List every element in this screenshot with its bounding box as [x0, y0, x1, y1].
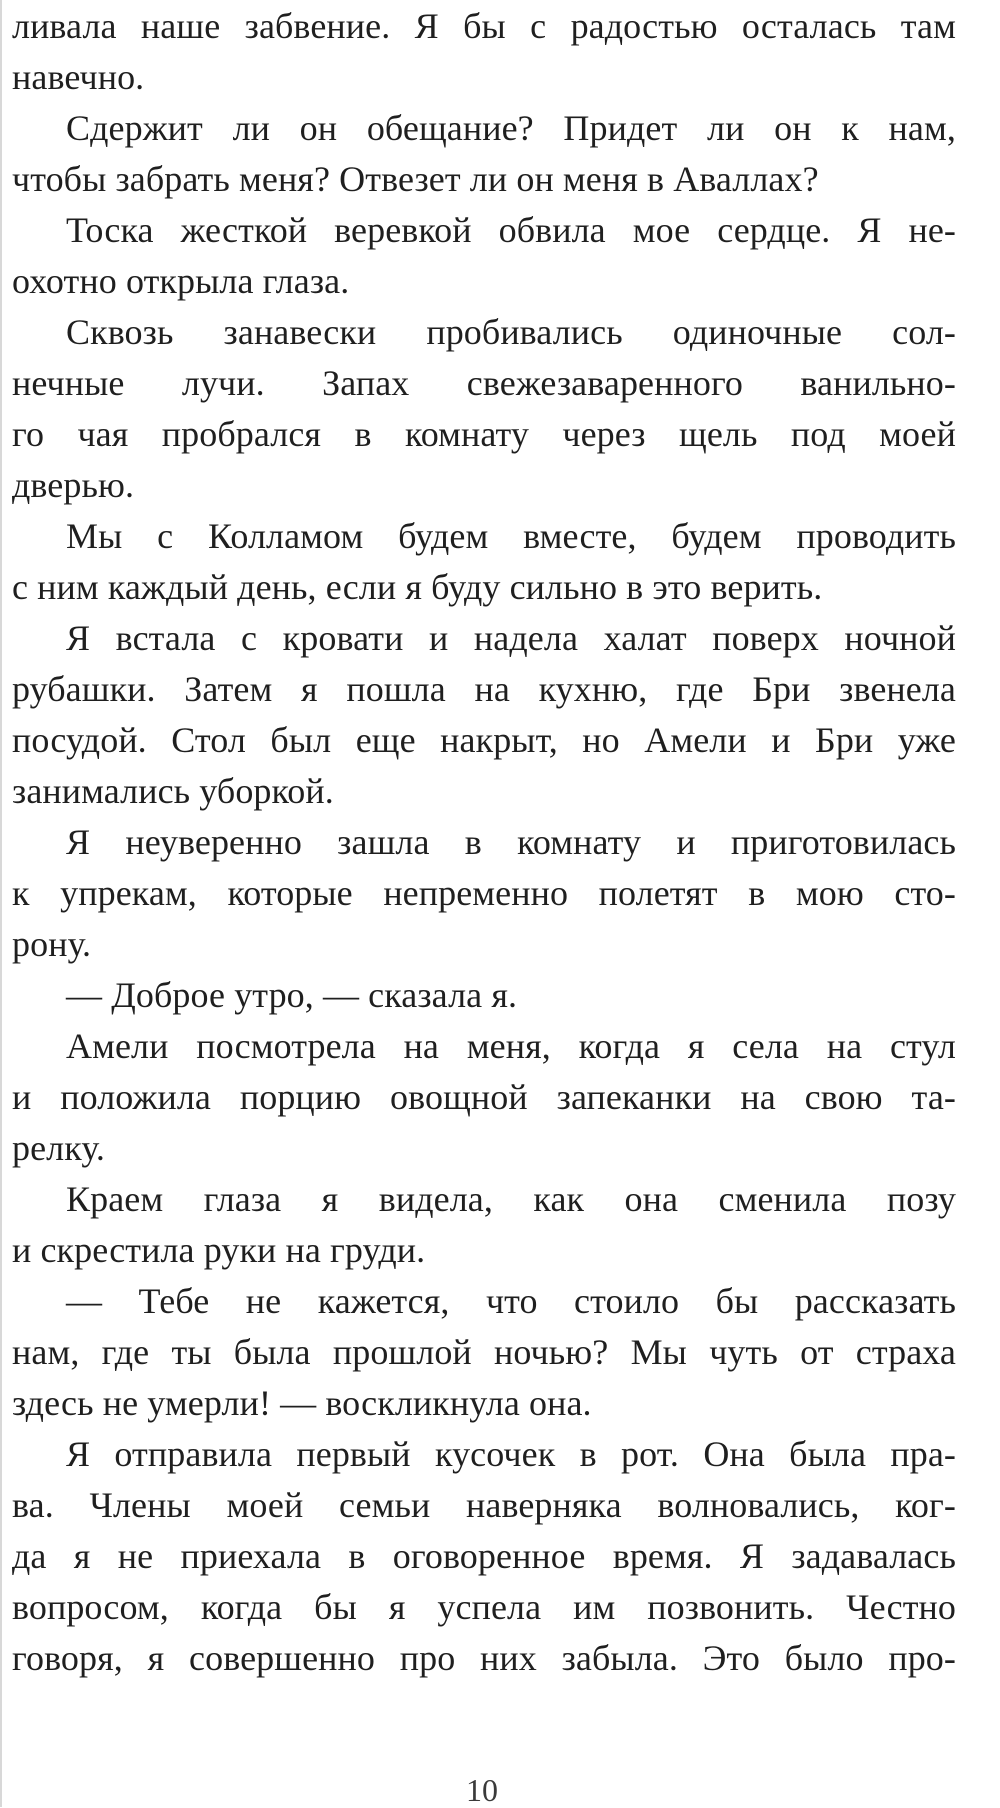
- text-line: ливала наше забвение. Я бы с радостью осталась там: [12, 6, 956, 46]
- text-line: к упрекам, которые непременно полетят в мою сто-: [12, 873, 956, 913]
- text-line: релку.: [12, 1128, 105, 1168]
- text-line: чтобы забрать меня? Отвезет ли он меня в Аваллах?: [12, 159, 819, 199]
- text-line: вопросом, когда бы я успела им позвонить. Честно: [12, 1587, 956, 1627]
- text-line: Сквозь занавески пробивались одиночные сол-: [66, 312, 956, 352]
- text-line: с ним каждый день, если я буду сильно в это верить.: [12, 567, 823, 607]
- text-line: нам, где ты была прошлой ночью? Мы чуть от страха: [12, 1332, 956, 1372]
- text-line: Амели посмотрела на меня, когда я села на стул: [66, 1026, 956, 1066]
- text-line: — Тебе не кажется, что стоило бы рассказать: [66, 1281, 956, 1321]
- text-line: Я отправила первый кусочек в рот. Она была пра-: [66, 1434, 956, 1474]
- text-line: посудой. Стол был еще накрыт, но Амели и Бри уже: [12, 720, 956, 760]
- text-line: и положила порцию овощной запеканки на свою та-: [12, 1077, 956, 1117]
- text-line: здесь не умерли! — воскликнула она.: [12, 1383, 592, 1423]
- text-line: говоря, я совершенно про них забыла. Это было про-: [12, 1638, 956, 1678]
- text-line: нечные лучи. Запах свежезаваренного ванильно-: [12, 363, 956, 403]
- text-line: го чая пробрался в комнату через щель под моей: [12, 414, 956, 454]
- page-number: 10: [466, 1772, 498, 1808]
- text-line: занимались уборкой.: [12, 771, 334, 811]
- text-line: ва. Члены моей семьи наверняка волновались, ког-: [12, 1485, 956, 1525]
- text-line: Мы с Колламом будем вместе, будем проводить: [66, 516, 956, 556]
- text-line: Тоска жесткой веревкой обвила мое сердце. Я не-: [66, 210, 956, 250]
- body-text: [12, 1, 956, 1684]
- text-line: охотно открыла глаза.: [12, 261, 350, 301]
- text-line: — Доброе утро, — сказала я.: [66, 975, 518, 1015]
- text-line: рону.: [12, 924, 92, 964]
- text-line: Я неуверенно зашла в комнату и приготовилась: [66, 822, 956, 862]
- text-line: дверью.: [12, 465, 135, 505]
- text-line: и скрестила руки на груди.: [12, 1230, 426, 1270]
- text-line: Сдержит ли он обещание? Придет ли он к нам,: [66, 108, 956, 148]
- text-line: рубашки. Затем я пошла на кухню, где Бри звенела: [12, 669, 956, 709]
- text-line: Я встала с кровати и надела халат поверх ночной: [66, 618, 956, 658]
- text-line: навечно.: [12, 57, 145, 97]
- text-line: Краем глаза я видела, как она сменила позу: [66, 1179, 956, 1219]
- text-line: да я не приехала в оговоренное время. Я задавалась: [12, 1536, 956, 1576]
